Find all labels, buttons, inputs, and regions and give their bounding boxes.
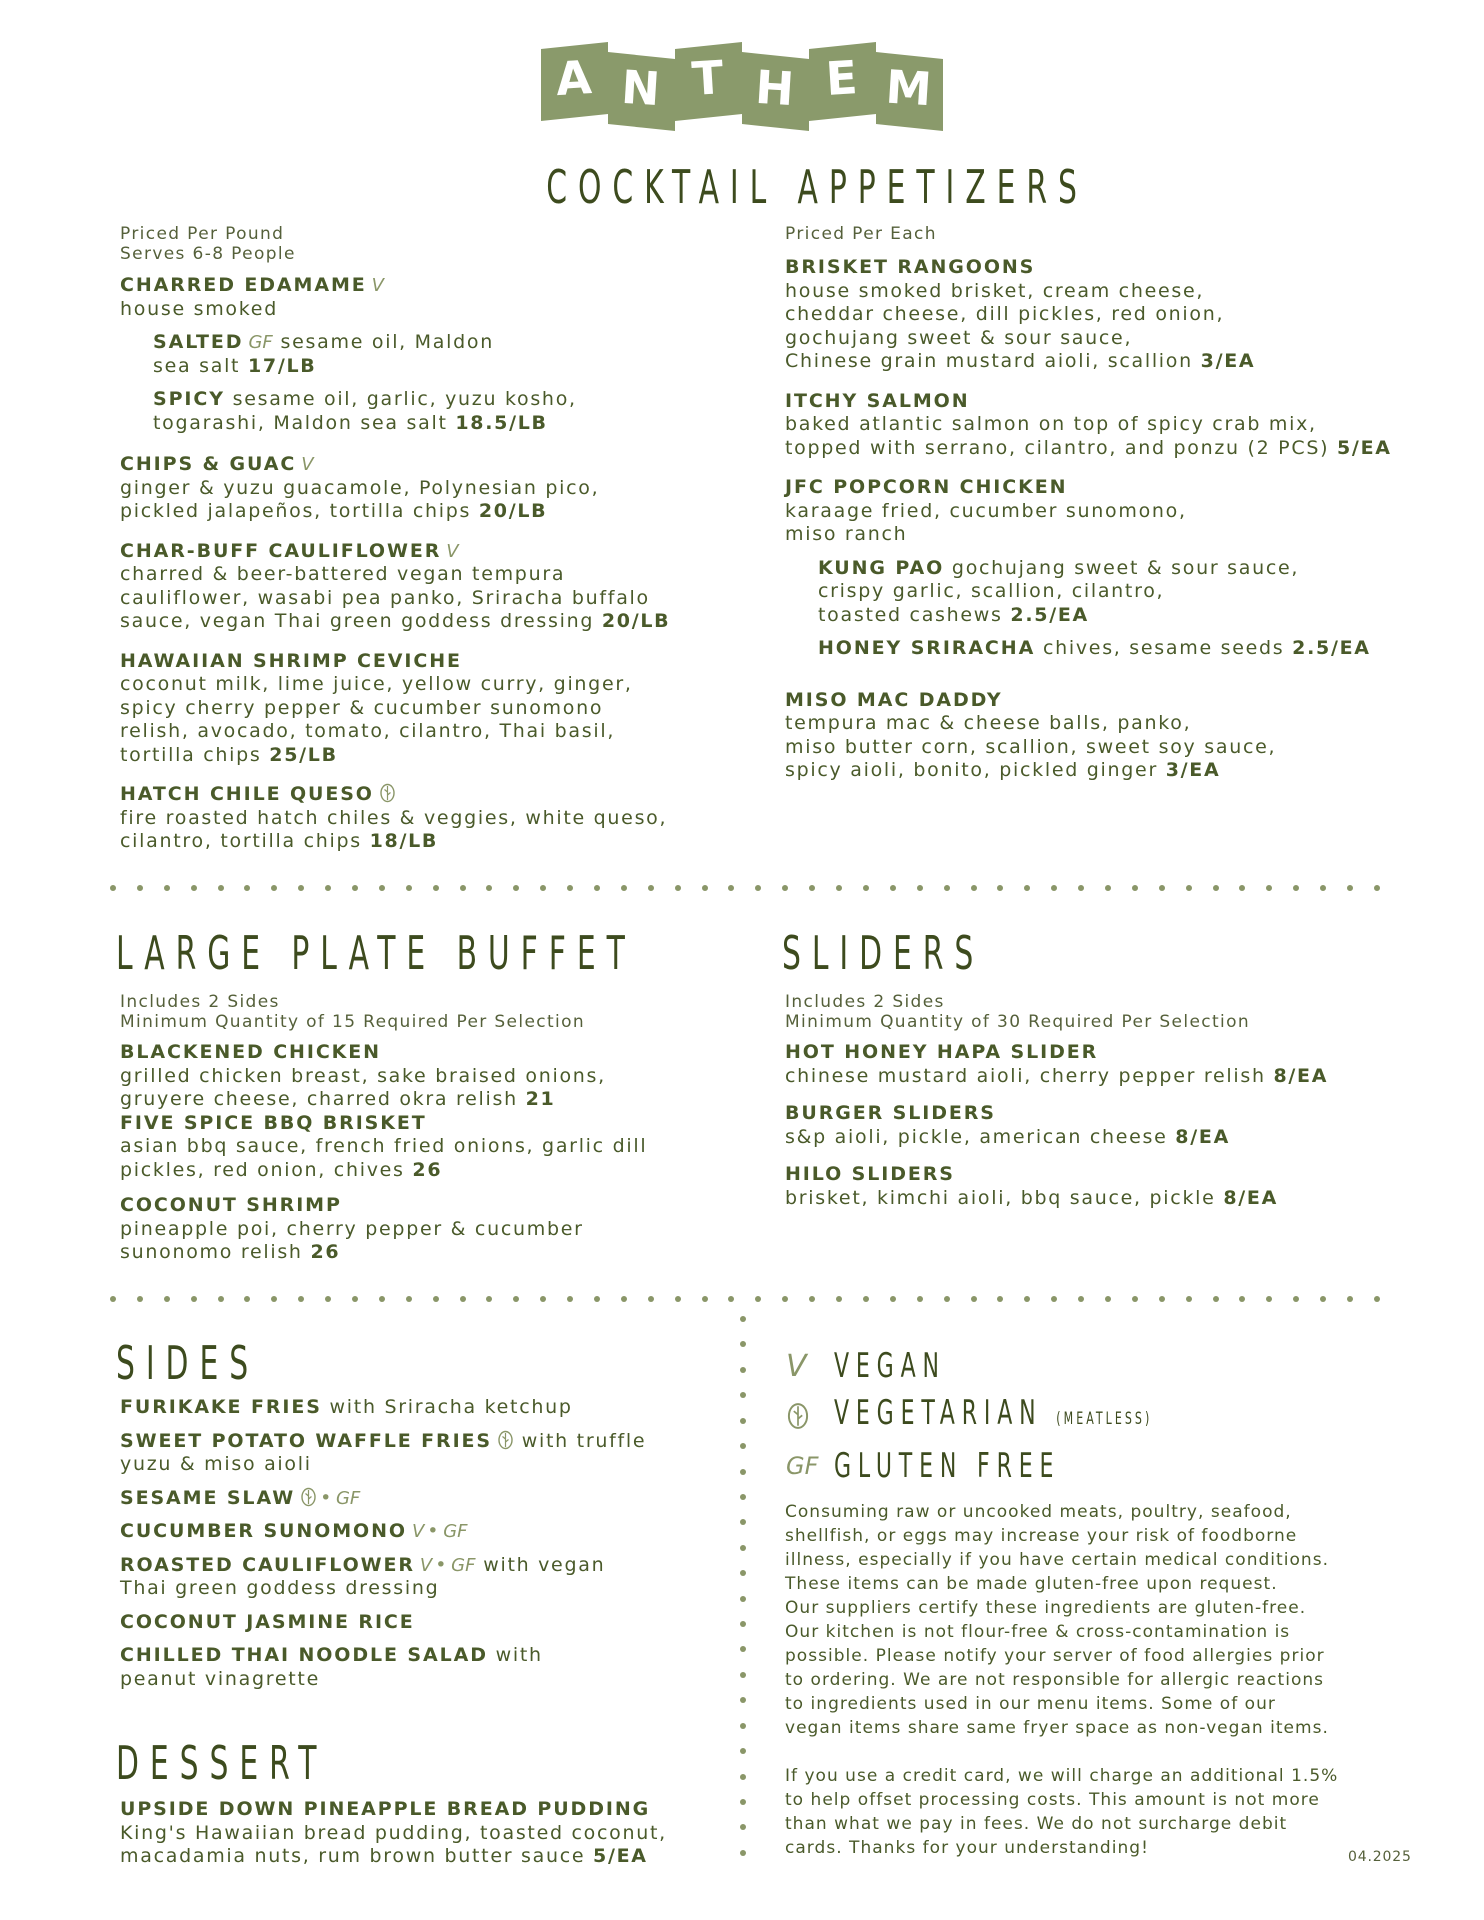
gluten-free-icon: GF bbox=[451, 1554, 476, 1576]
divider-dot bbox=[809, 1296, 815, 1302]
menu-item: HAWAIIAN SHRIMP CEVICHE coconut milk, lime juice, yellow curry, ginger, spicy cherry pepper & cucumber sunomono relish, avocado, tomato, cilantro, Thai basil, tortilla chips 25/LB bbox=[120, 649, 633, 766]
section-note: Includes 2 Sides Minimum Quantity of 15 Required Per Selection bbox=[120, 992, 585, 1032]
side-item: CHILLED THAI NOODLE SALAD with peanut vinagrette bbox=[120, 1644, 543, 1690]
sliders-section bbox=[785, 992, 1425, 1210]
divider-dot bbox=[1374, 885, 1380, 891]
divider-dot bbox=[917, 1296, 923, 1302]
divider-dot bbox=[540, 1296, 546, 1302]
divider-dot bbox=[1105, 1296, 1111, 1302]
allergy-disclaimer: Consuming raw or uncooked meats, poultry, seafood, shellfish, or eggs may increase your risk of foodborne illness, especially if you have certain medical conditions. These items can be made gluten-free upon request. Our suppliers certify these ingredients are gluten-free. Our kitchen is not flour-free & cross-contamination is possible. Please notify your server of food allergies prior to ordering. We are not responsible for allergic reactions to ingredients used in our menu items. Some of our vegan items share same fryer space as non-vegan items. If you use a credit card, we will charge an additional 1.5% to help offset processing costs. This amount is not more than what we pay in fees. We do not surcharge debit cards. Thanks for your understanding! bbox=[785, 1500, 1405, 1860]
gluten-free-icon: GF bbox=[443, 1521, 468, 1542]
logo-letter: A bbox=[554, 49, 595, 107]
divider-dot bbox=[460, 1296, 466, 1302]
divider-dot bbox=[137, 885, 143, 891]
divider-dot bbox=[110, 1296, 116, 1302]
divider-dot bbox=[433, 1296, 439, 1302]
divider-dot bbox=[567, 1296, 573, 1302]
divider-dot bbox=[567, 885, 573, 891]
divider-dot bbox=[675, 1296, 681, 1302]
divider-dot bbox=[244, 1296, 250, 1302]
divider-dot bbox=[836, 885, 842, 891]
vegan-icon: V bbox=[786, 1349, 807, 1385]
menu-item: CHIPS & GUAC V ginger & yuzu guacamole, Polynesian pico, pickled jalapeños, tortilla chips 20/LB bbox=[120, 453, 600, 522]
divider-dot bbox=[944, 885, 950, 891]
divider-dot bbox=[740, 1672, 746, 1678]
divider-dot bbox=[1266, 1296, 1272, 1302]
vegan-icon: V bbox=[371, 275, 384, 296]
divider-dot bbox=[740, 1392, 746, 1398]
gluten-free-icon: GF bbox=[335, 1487, 361, 1509]
divider-dot bbox=[755, 885, 761, 891]
divider-dot bbox=[648, 885, 654, 891]
divider-dot bbox=[740, 1545, 746, 1551]
cocktail-title: COCKTAIL APPETIZERS bbox=[546, 160, 1088, 214]
divider-dot bbox=[890, 1296, 896, 1302]
vertical-dotted-divider bbox=[739, 1316, 747, 1856]
price-note: Priced Per Pound Serves 6-8 People bbox=[120, 224, 296, 264]
divider-dot bbox=[325, 1296, 331, 1302]
side-item: CUCUMBER SUNOMONO V • GF bbox=[120, 1520, 468, 1542]
menu-item: HATCH CHILE QUESO fire roasted hatch chiles & veggies, white queso, cilantro, tortilla chips 18/LB bbox=[120, 783, 668, 852]
divider-dot bbox=[740, 1443, 746, 1449]
divider-dot bbox=[1213, 1296, 1219, 1302]
divider-dot bbox=[944, 1296, 950, 1302]
divider-dot bbox=[740, 1367, 746, 1373]
divider-dot bbox=[1132, 1296, 1138, 1302]
dotted-divider bbox=[110, 1296, 1380, 1306]
divider-dot bbox=[594, 885, 600, 891]
divider-dot bbox=[164, 885, 170, 891]
divider-dot bbox=[997, 885, 1003, 891]
legend-vegan: V VEGAN bbox=[786, 1346, 946, 1387]
large-plate-section bbox=[120, 992, 760, 1265]
divider-dot bbox=[740, 1519, 746, 1525]
divider-dot bbox=[648, 1296, 654, 1302]
vegan-icon: V bbox=[411, 1521, 425, 1542]
divider-dot bbox=[513, 885, 519, 891]
side-item: FURIKAKE FRIES with Sriracha ketchup bbox=[120, 1396, 573, 1418]
divider-dot bbox=[1320, 1296, 1326, 1302]
divider-dot bbox=[433, 885, 439, 891]
divider-dot bbox=[1024, 885, 1030, 891]
dessert-section: UPSIDE DOWN PINEAPPLE BREAD PUDDING King's Hawaiian bread pudding, toasted coconut, macadamia nuts, rum brown butter sauce 5/EA bbox=[120, 1798, 667, 1867]
divider-dot bbox=[1051, 885, 1057, 891]
divider-dot bbox=[740, 1341, 746, 1347]
divider-dot bbox=[1078, 885, 1084, 891]
dietary-legend bbox=[786, 1342, 1386, 1492]
side-item: ROASTED CAULIFLOWER V • GF with vegan Thai green goddess dressing bbox=[120, 1553, 606, 1599]
divider-dot bbox=[406, 1296, 412, 1302]
divider-dot bbox=[379, 885, 385, 891]
divider-dot bbox=[218, 885, 224, 891]
dotted-divider bbox=[110, 885, 1380, 895]
divider-dot bbox=[1374, 1296, 1380, 1302]
divider-dot bbox=[971, 885, 977, 891]
divider-dot bbox=[1186, 885, 1192, 891]
divider-dot bbox=[740, 1646, 746, 1652]
divider-dot bbox=[1239, 885, 1245, 891]
divider-dot bbox=[1132, 885, 1138, 891]
divider-dot bbox=[836, 1296, 842, 1302]
divider-dot bbox=[728, 885, 734, 891]
menu-item: BRISKET RANGOONS house smoked brisket, cream cheese, cheddar cheese, dill pickles, red onion, gochujang sweet & sour sauce, Chinese grain mustard aioli, scallion 3/EA bbox=[785, 256, 1256, 372]
divider-dot bbox=[1347, 1296, 1353, 1302]
sub-item: SPICY sesame oil, garlic, yuzu kosho, togarashi, Maldon sea salt 18.5/LB bbox=[153, 388, 577, 434]
divider-dot bbox=[782, 885, 788, 891]
divider-dot bbox=[1078, 1296, 1084, 1302]
section-note: Includes 2 Sides Minimum Quantity of 30 Required Per Selection bbox=[785, 992, 1250, 1032]
divider-dot bbox=[1293, 1296, 1299, 1302]
divider-dot bbox=[191, 885, 197, 891]
divider-dot bbox=[740, 1774, 746, 1780]
divider-dot bbox=[1186, 1296, 1192, 1302]
divider-dot bbox=[1024, 1296, 1030, 1302]
menu-item: BURGER SLIDERS s&p aioli, pickle, american cheese 8/EA bbox=[785, 1102, 1230, 1148]
cocktail-left-column bbox=[120, 224, 740, 854]
cocktail-right-column bbox=[785, 224, 1425, 783]
sub-item: HONEY SRIRACHA chives, sesame seeds 2.5/EA bbox=[818, 637, 1371, 659]
vegan-icon: V bbox=[301, 454, 314, 475]
divider-dot bbox=[740, 1316, 746, 1322]
anthem-logo bbox=[541, 34, 943, 134]
divider-dot bbox=[1347, 885, 1353, 891]
menu-item: JFC POPCORN CHICKEN karaage fried, cucumber sunomono, miso ranch KUNG PAO gochujang sweet & sour sauce, crispy garlic, scallion, cilantro, toasted cashews 2.5/EA HONEY SRIRACHA chives, sesame seeds 2.5/EA bbox=[785, 476, 1425, 661]
divider-dot bbox=[740, 1621, 746, 1627]
divider-dot bbox=[110, 885, 116, 891]
divider-dot bbox=[244, 885, 250, 891]
legend-gluten-free: GF GLUTEN FREE bbox=[786, 1446, 1061, 1487]
divider-dot bbox=[379, 1296, 385, 1302]
side-item: SESAME SLAW • GF bbox=[120, 1486, 361, 1509]
divider-dot bbox=[755, 1296, 761, 1302]
menu-item: ITCHY SALMON baked atlantic salmon on top of spicy crab mix, topped with serrano, cilantro, and ponzu (2 PCS) 5/EA bbox=[785, 389, 1392, 459]
divider-dot bbox=[740, 1469, 746, 1475]
menu-item: BLACKENED CHICKEN grilled chicken breast, sake braised onions, gruyere cheese, charred okra relish 21 bbox=[120, 1041, 606, 1110]
large-plate-title: LARGE PLATE BUFFET bbox=[116, 926, 636, 980]
price: 17/LB bbox=[247, 354, 317, 377]
divider-dot bbox=[740, 1494, 746, 1500]
divider-dot bbox=[809, 885, 815, 891]
divider-dot bbox=[863, 1296, 869, 1302]
divider-dot bbox=[621, 885, 627, 891]
divider-dot bbox=[164, 1296, 170, 1302]
divider-dot bbox=[1320, 885, 1326, 891]
divider-dot bbox=[325, 885, 331, 891]
divider-dot bbox=[298, 1296, 304, 1302]
divider-dot bbox=[740, 1697, 746, 1703]
menu-item: HOT HONEY HAPA SLIDER chinese mustard aioli, cherry pepper relish 8/EA bbox=[785, 1041, 1329, 1087]
price-note: Priced Per Each bbox=[785, 224, 937, 244]
divider-dot bbox=[1266, 885, 1272, 891]
divider-dot bbox=[997, 1296, 1003, 1302]
vegetarian-icon bbox=[300, 1487, 317, 1507]
divider-dot bbox=[271, 885, 277, 891]
vegetarian-icon bbox=[497, 1430, 514, 1450]
divider-dot bbox=[406, 885, 412, 891]
logo-letter: T bbox=[690, 50, 727, 106]
divider-dot bbox=[460, 885, 466, 891]
side-item: SWEET POTATO WAFFLE FRIES with truffle yuzu & miso aioli bbox=[120, 1429, 647, 1475]
divider-dot bbox=[1159, 885, 1165, 891]
divider-dot bbox=[486, 885, 492, 891]
divider-dot bbox=[740, 1723, 746, 1729]
divider-dot bbox=[352, 1296, 358, 1302]
menu-item: COCONUT SHRIMP pineapple poi, cherry pepper & cucumber sunonomo relish 26 bbox=[120, 1194, 584, 1263]
divider-dot bbox=[540, 885, 546, 891]
divider-dot bbox=[513, 1296, 519, 1302]
divider-dot bbox=[740, 1596, 746, 1602]
divider-dot bbox=[675, 885, 681, 891]
divider-dot bbox=[298, 885, 304, 891]
divider-dot bbox=[740, 1570, 746, 1576]
vegan-icon: V bbox=[446, 540, 459, 562]
legend-vegetarian: VEGETARIAN (MEATLESS) bbox=[786, 1392, 1386, 1442]
vegan-icon: V bbox=[419, 1554, 433, 1576]
credit-card-notice: If you use a credit card, we will charge an additional 1.5% to help offset processing costs. This amount is not more than what we pay in fees. We do not surcharge debit cards. Thanks for your understanding! bbox=[785, 1766, 1339, 1858]
divider-dot bbox=[191, 1296, 197, 1302]
menu-item: HILO SLIDERS brisket, kimchi aioli, bbq sauce, pickle 8/EA bbox=[785, 1163, 1278, 1209]
divider-dot bbox=[486, 1296, 492, 1302]
gluten-free-icon: GF bbox=[786, 1452, 819, 1481]
divider-dot bbox=[594, 1296, 600, 1302]
divider-dot bbox=[917, 885, 923, 891]
divider-dot bbox=[971, 1296, 977, 1302]
sides-section bbox=[120, 1396, 740, 1691]
divider-dot bbox=[621, 1296, 627, 1302]
menu-item: CHARRED EDAMAME V house smoked SALTED GF sesame oil, Maldon sea salt 17/LB SPICY sesame oil, garlic, yuzu kosho, togarashi, Maldon sea salt 18.5/LB bbox=[120, 274, 740, 435]
menu-item: MISO MAC DADDY tempura mac & cheese balls, panko, miso butter corn, scallion, sweet soy sauce, spicy aioli, bonito, pickled ginger 3/EA bbox=[785, 688, 1277, 781]
sub-item: KUNG PAO gochujang sweet & sour sauce, crispy garlic, scallion, cilantro, toasted cashews 2.5/EA bbox=[818, 556, 1300, 626]
gluten-free-icon: GF bbox=[248, 332, 273, 353]
item-name: CHARRED EDAMAME bbox=[120, 274, 367, 296]
divider-dot bbox=[352, 885, 358, 891]
logo-letter: E bbox=[824, 50, 861, 106]
price: 18.5/LB bbox=[455, 411, 548, 434]
logo-graphic bbox=[541, 34, 943, 134]
divider-dot bbox=[1239, 1296, 1245, 1302]
logo-letter: N bbox=[619, 59, 664, 117]
divider-dot bbox=[218, 1296, 224, 1302]
divider-dot bbox=[782, 1296, 788, 1302]
divider-dot bbox=[728, 1296, 734, 1302]
divider-dot bbox=[702, 885, 708, 891]
sub-item: SALTED GF sesame oil, Maldon sea salt 17/LB bbox=[153, 331, 494, 377]
divider-dot bbox=[1293, 885, 1299, 891]
divider-dot bbox=[1105, 885, 1111, 891]
sides-title: SIDES bbox=[116, 1336, 260, 1390]
divider-dot bbox=[1051, 1296, 1057, 1302]
dessert-title: DESSERT bbox=[116, 1736, 328, 1790]
divider-dot bbox=[740, 1418, 746, 1424]
divider-dot bbox=[740, 1748, 746, 1754]
divider-dot bbox=[271, 1296, 277, 1302]
menu-date: 04.2025 bbox=[1348, 1849, 1412, 1865]
divider-dot bbox=[137, 1296, 143, 1302]
menu-item: CHAR-BUFF CAULIFLOWER V charred & beer-battered vegan tempura cauliflower, wasabi pea panko, Sriracha buffalo sauce, vegan Thai green goddess dressing 20/LB bbox=[120, 539, 671, 632]
divider-dot bbox=[1159, 1296, 1165, 1302]
divider-dot bbox=[1213, 885, 1219, 891]
divider-dot bbox=[863, 885, 869, 891]
logo-letter: H bbox=[753, 59, 798, 117]
menu-item: FIVE SPICE BBQ BRISKET asian bbq sauce, french fried onions, garlic dill pickles, red onion, chives 26 bbox=[120, 1111, 648, 1181]
side-item: COCONUT JASMINE RICE bbox=[120, 1610, 415, 1633]
divider-dot bbox=[890, 885, 896, 891]
vegetarian-icon bbox=[379, 783, 396, 803]
vegetarian-icon bbox=[786, 1402, 834, 1433]
sliders-title: SLIDERS bbox=[782, 926, 985, 980]
logo-letter: M bbox=[884, 59, 935, 117]
divider-dot bbox=[702, 1296, 708, 1302]
